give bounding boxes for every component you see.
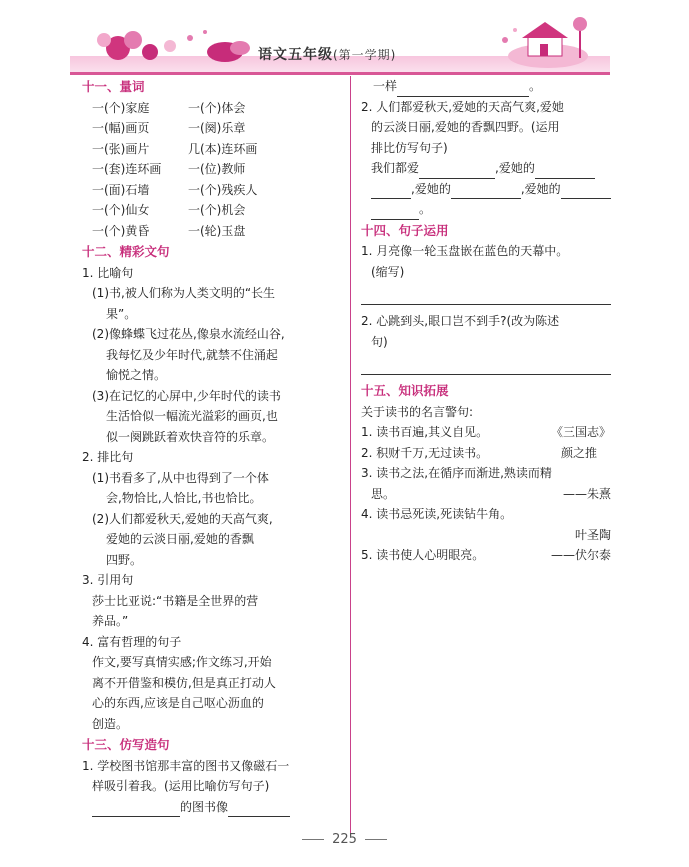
exercise-answer-line: 我们都爱 ,爱她的 <box>361 158 611 179</box>
sentence-text: 会,物恰比,人恰比,书也恰比。 <box>106 491 262 505</box>
table-row: 一(个)仙女 一(个)机会 <box>92 203 246 217</box>
exercise-text: 1. 月亮像一轮玉盘嵌在蓝色的天幕中。 <box>361 244 569 258</box>
item-heading: 4. 富有哲理的句子 <box>82 634 182 649</box>
item-heading: 1. 比喻句 <box>82 265 134 280</box>
table-row: 一(张)画片 几(本)连环画 <box>92 141 258 156</box>
footer-dash-left <box>302 839 324 840</box>
answer-blank[interactable] <box>371 205 419 220</box>
item-heading: 3. 引用句 <box>82 573 134 587</box>
answer-blank[interactable] <box>535 164 595 179</box>
answer-blank[interactable] <box>92 802 180 817</box>
sentence-text: 四野。 <box>106 552 143 567</box>
sentence-text: 果”。 <box>106 306 137 321</box>
quote-item: 思。 ——朱熹 <box>361 484 611 505</box>
answer-line[interactable] <box>361 286 611 305</box>
table-row: 一(幅)画页 一(阕)乐章 <box>92 121 246 135</box>
book-title-term: (第一学期) <box>333 48 397 62</box>
exercise-answer-line: ,爱她的 ,爱她的 <box>361 179 611 200</box>
quote-item: 3. 读书之法,在循序而渐进,熟读而精 <box>361 466 552 480</box>
page-number: 225 <box>332 832 357 847</box>
sentence-text: 莎士比亚说:“书籍是全世界的营 <box>92 593 259 608</box>
quote-item: 1. 读书百遍,其义自见。 《三国志》 <box>361 422 611 443</box>
sentence-text: 愉悦之情。 <box>106 368 167 382</box>
sentence-text: 离不开借鉴和模仿,但是真正打动人 <box>92 675 276 690</box>
exercise-text: 句) <box>371 334 388 349</box>
section-heading-15: 十五、知识拓展 <box>361 383 449 398</box>
exercise-text: 2. 人们都爱秋天,爱她的天高气爽,爱她 <box>361 99 564 114</box>
sentence-text: 我每忆及少年时代,就禁不住涌起 <box>106 347 278 362</box>
exercise-text: 的云淡日丽,爱她的香飘四野。(运用 <box>371 120 560 134</box>
sentence-text: 作文,要写真情实感;作文练习,开始 <box>92 655 272 669</box>
answer-blank[interactable] <box>228 802 290 817</box>
page-header <box>0 0 689 78</box>
sentence-text: (1)书看多了,从中也得到了一个体 <box>92 470 269 485</box>
section-heading-11: 十一、量词 <box>82 79 145 94</box>
section-heading-13: 十三、仿写造句 <box>82 737 170 752</box>
measure-word-table <box>82 98 344 242</box>
left-column <box>82 76 344 817</box>
sentence-text: 似一阕跳跃着欢快音符的乐章。 <box>106 429 275 444</box>
header-decoration <box>0 0 689 78</box>
answer-line[interactable] <box>361 356 611 375</box>
table-row: 一(个)黄昏 一(轮)玉盘 <box>92 223 246 238</box>
quotes-intro: 关于读书的名言警句: <box>361 404 474 419</box>
answer-blank[interactable] <box>371 184 411 199</box>
book-title-main: 语文五年级 <box>258 47 333 63</box>
right-column <box>361 76 611 566</box>
answer-blank[interactable] <box>397 82 529 97</box>
exercise-text: (缩写) <box>371 264 405 279</box>
quote-item: 5. 读书使人心明眼亮。 ——伏尔泰 <box>361 545 611 566</box>
quote-source: 颜之推 <box>560 445 597 460</box>
footer-dash-right <box>365 839 387 840</box>
house-decoration-right <box>502 17 588 68</box>
quote-source: ——朱熹 <box>562 486 611 501</box>
table-row: 一(面)石墙 一(个)残疾人 <box>92 182 258 197</box>
exercise-text: 排比仿写句子) <box>371 140 448 155</box>
sentence-text: (2)人们都爱秋天,爱她的天高气爽, <box>92 511 273 526</box>
exercise-text: 样吸引着我。(运用比喻仿写句子) <box>92 779 270 793</box>
item-heading: 2. 排比句 <box>82 450 134 464</box>
sentence-text: 爱她的云淡日丽,爱她的香飘 <box>106 532 254 546</box>
sentence-text: 心的东西,应该是自己呕心沥血的 <box>92 696 264 710</box>
exercise-answer-line: 。 <box>361 199 611 220</box>
exercise-text: 2. 心跳到头,眼口岂不到手?(改为陈述 <box>361 314 560 328</box>
section-heading-14: 十四、句子运用 <box>361 222 449 238</box>
answer-blank[interactable] <box>451 184 521 199</box>
sentence-text: (1)书,被人们称为人类文明的“长生 <box>92 286 276 300</box>
section-heading-12: 十二、精彩文句 <box>82 244 170 259</box>
page-footer <box>0 832 689 847</box>
quote-source: ——伏尔泰 <box>550 548 611 562</box>
sentence-text: (3)在记忆的心屏中,少年时代的读书 <box>92 388 281 403</box>
answer-blank[interactable] <box>561 184 611 199</box>
sentence-text: (2)像蜂蝶飞过花丛,像泉水流经山谷, <box>92 327 285 341</box>
table-row: 一(个)家庭 一(个)体会 <box>92 100 246 115</box>
quote-item: 2. 积财千万,无过读书。 颜之推 <box>361 443 611 464</box>
sentence-text: 生活恰似一幅流光溢彩的画页,也 <box>106 409 278 423</box>
answer-blank[interactable] <box>419 164 495 179</box>
sentence-text: 养品。” <box>92 614 129 628</box>
quote-source: 《三国志》 <box>550 425 611 439</box>
column-divider <box>350 76 351 836</box>
quote-item: 4. 读书忌死读,死读钻牛角。 <box>361 507 513 521</box>
book-title <box>258 44 396 64</box>
quote-source: 叶圣陶 <box>574 527 611 542</box>
exercise-answer-line: 一样 。 <box>361 76 611 97</box>
exercise-answer-line: 的图书像 <box>82 797 344 818</box>
table-row: 一(套)连环画 一(位)教师 <box>92 162 246 176</box>
sentence-text: 创造。 <box>92 716 129 731</box>
exercise-text: 1. 学校图书馆那丰富的图书又像磁石一 <box>82 758 290 773</box>
